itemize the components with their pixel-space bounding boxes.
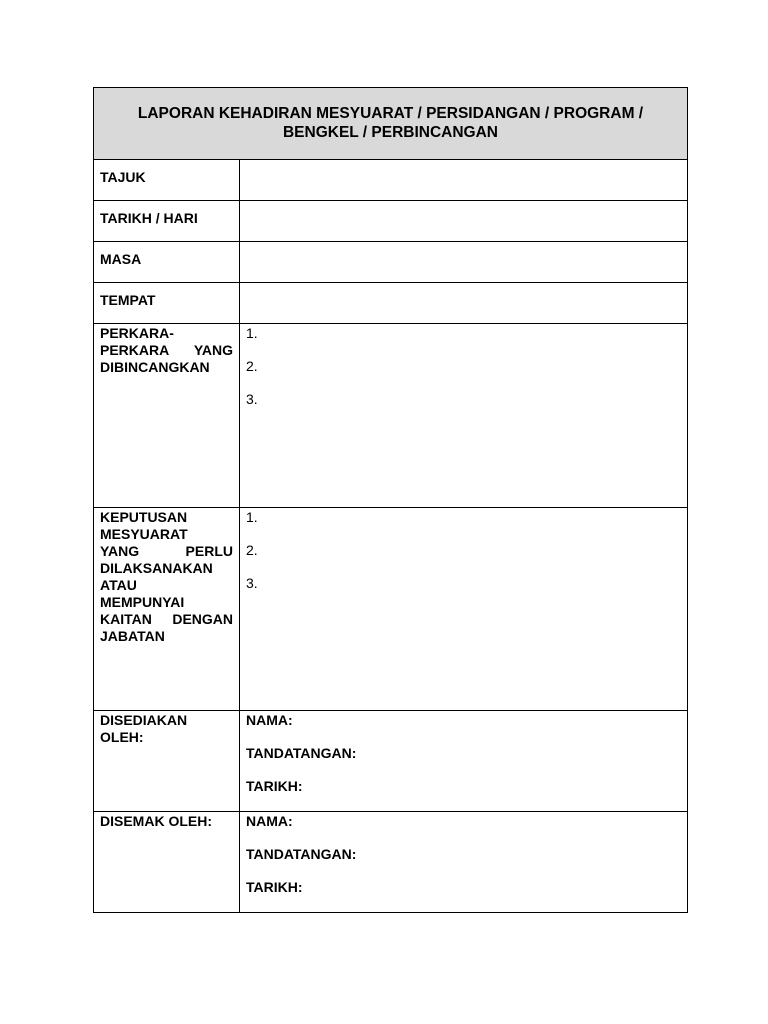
field-tempat[interactable] xyxy=(240,283,688,324)
label-line: DILAKSANAKAN xyxy=(100,560,213,576)
label-line: MESYUARAT xyxy=(100,526,188,542)
label-line: PERKARA- xyxy=(100,325,174,341)
field-tarikh-hari[interactable] xyxy=(240,201,688,242)
row-keputusan xyxy=(94,508,688,711)
field-masa[interactable] xyxy=(240,242,688,283)
label-word: DENGAN xyxy=(172,611,233,627)
label-line: KEPUTUSAN xyxy=(100,509,188,525)
label-line: OLEH: xyxy=(100,729,144,745)
label-line: DIBINCANGKAN xyxy=(100,359,210,375)
field-keputusan[interactable] xyxy=(240,508,688,711)
label-tempat: TEMPAT xyxy=(94,283,240,324)
attendance-report-form xyxy=(93,87,688,913)
row-tarikh-hari xyxy=(94,201,688,242)
list-item: 2. xyxy=(246,542,258,558)
row-tempat xyxy=(94,283,688,324)
list-item: 3. xyxy=(246,575,258,591)
label-keputusan xyxy=(94,508,240,711)
label-disemak: DISEMAK OLEH: xyxy=(94,812,240,913)
row-tajuk xyxy=(94,160,688,201)
field-disemak[interactable] xyxy=(240,812,688,913)
tarikh-label: TARIKH: xyxy=(246,879,303,895)
label-perkara xyxy=(94,324,240,508)
row-disediakan xyxy=(94,711,688,812)
label-line: DISEDIAKAN xyxy=(100,712,188,728)
row-perkara xyxy=(94,324,688,508)
tandatangan-label: TANDATANGAN: xyxy=(246,846,357,862)
list-item: 1. xyxy=(246,325,258,341)
label-word: YANG xyxy=(100,543,140,559)
row-masa xyxy=(94,242,688,283)
tandatangan-label: TANDATANGAN: xyxy=(246,745,357,761)
label-tarikh-hari: TARIKH / HARI xyxy=(94,201,240,242)
label-line xyxy=(100,611,233,628)
label-word: KAITAN xyxy=(100,611,152,627)
list-item: 2. xyxy=(246,358,258,374)
label-tajuk: TAJUK xyxy=(94,160,240,201)
label-line: ATAU xyxy=(100,577,137,593)
row-disemak xyxy=(94,812,688,913)
nama-label: NAMA: xyxy=(246,813,293,829)
list-item: 3. xyxy=(246,391,258,407)
label-word: PERLU xyxy=(185,543,233,559)
label-line xyxy=(100,543,233,560)
field-disediakan[interactable] xyxy=(240,711,688,812)
field-perkara[interactable] xyxy=(240,324,688,508)
tarikh-label: TARIKH: xyxy=(246,778,303,794)
label-line: MEMPUNYAI xyxy=(100,594,185,610)
list-item: 1. xyxy=(246,509,258,525)
label-line: JABATAN xyxy=(100,628,165,644)
field-tajuk[interactable] xyxy=(240,160,688,201)
form-title: LAPORAN KEHADIRAN MESYUARAT / PERSIDANGAN / PROGRAM / BENGKEL / PERBINCANGAN xyxy=(94,88,688,160)
label-word: YANG xyxy=(193,342,233,358)
label-word: PERKARA xyxy=(100,342,170,358)
label-masa: MASA xyxy=(94,242,240,283)
label-disediakan xyxy=(94,711,240,812)
label-line xyxy=(100,342,233,359)
nama-label: NAMA: xyxy=(246,712,293,728)
